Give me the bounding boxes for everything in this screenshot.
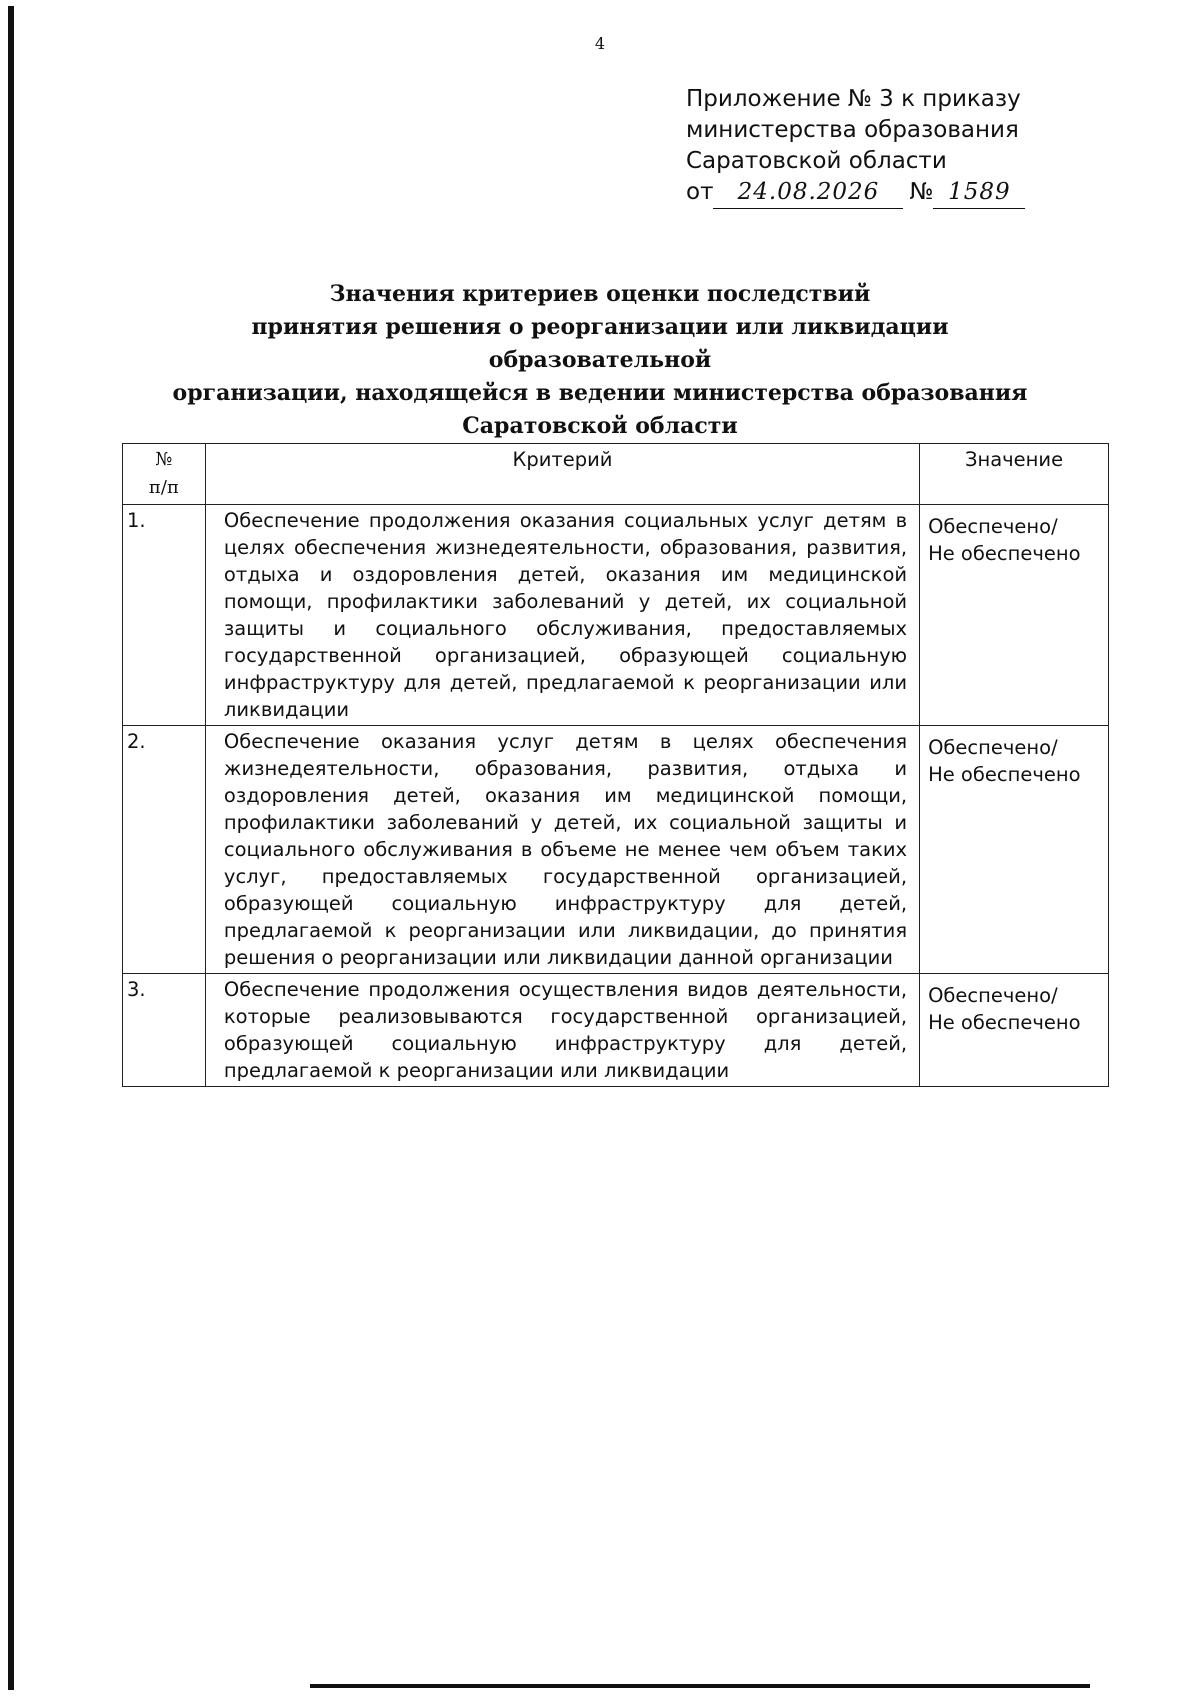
- date-prefix: от: [686, 179, 714, 205]
- row-value-line-1: Обеспечено/: [928, 515, 1058, 538]
- row-value-line-1: Обеспечено/: [928, 984, 1058, 1007]
- row-value: [920, 505, 1109, 726]
- header-number-symbol: №: [155, 449, 173, 470]
- row-criterion: Обеспечение продолжения оказания социальных услуг детям в целях обеспечения жизнедеятельности, образования, развития, отдыха и оздоровления детей, оказания им медицинской помощи, профилактики заболеваний у детей, их социальной защиты и социального обслуживания, предоставляемых государственной организацией, образующей социальную инфраструктуру для детей, предлагаемой к реорганизации или ликвидации: [205, 505, 919, 726]
- title-line-3: организации, находящейся в ведении министерства образования: [172, 380, 1028, 406]
- row-criterion: Обеспечение продолжения осуществления видов деятельности, которые реализовываются государственной организацией, образующей социальную инфраструктуру для детей, предлагаемой к реорганизации или ликвидации: [205, 974, 919, 1087]
- title-line-1: Значения критериев оценки последствий: [329, 281, 871, 307]
- document-title: [150, 278, 1050, 443]
- row-number: 1.: [123, 505, 206, 726]
- row-criterion: Обеспечение оказания услуг детям в целях обеспечения жизнедеятельности, образования, развития, отдыха и оздоровления детей, оказания им медицинской помощи, профилактики заболеваний у детей, их социальной защиты и социального обслуживания в объеме не менее чем объем таких услуг, предоставляемых государственной организацией, образующей социальную инфраструктуру для детей, предлагаемой к реорганизации или ликвидации, до принятия решения о реорганизации или ликвидации данной организации: [205, 726, 919, 974]
- appendix-date-line: [686, 177, 1086, 209]
- row-value-line-2: Не обеспечено: [928, 763, 1081, 786]
- appendix-line-1: Приложение № 3 к приказу: [686, 86, 1021, 112]
- row-value-line-1: Обеспечено/: [928, 736, 1058, 759]
- table-row: [123, 505, 1109, 726]
- appendix-block: [686, 84, 1086, 209]
- row-value: [920, 726, 1109, 974]
- scan-bottom-edge: [310, 1684, 1090, 1688]
- scan-left-edge: [8, 6, 14, 1690]
- row-value: [920, 974, 1109, 1087]
- appendix-line-3: Саратовской области: [686, 148, 947, 174]
- row-value-line-2: Не обеспечено: [928, 542, 1081, 565]
- number-prefix: №: [909, 179, 934, 205]
- header-number: [123, 444, 206, 505]
- handwritten-date: 24.08.2026: [713, 177, 903, 209]
- row-number: 3.: [123, 974, 206, 1087]
- appendix-line-2: министерства образования: [686, 117, 1019, 143]
- table-row: [123, 726, 1109, 974]
- header-number-abbr: п/п: [148, 477, 179, 498]
- page-number: 4: [594, 34, 606, 53]
- handwritten-number: 1589: [933, 177, 1025, 209]
- header-value: Значение: [920, 444, 1109, 505]
- table-row: [123, 974, 1109, 1087]
- row-number: 2.: [123, 726, 206, 974]
- criteria-table: [122, 443, 1109, 1087]
- row-value-line-2: Не обеспечено: [928, 1011, 1081, 1034]
- title-line-4: Саратовской области: [462, 413, 738, 439]
- table-header-row: [123, 444, 1109, 505]
- header-criterion: Критерий: [205, 444, 919, 505]
- title-line-2: принятия решения о реорганизации или ликвидации образовательной: [251, 314, 949, 373]
